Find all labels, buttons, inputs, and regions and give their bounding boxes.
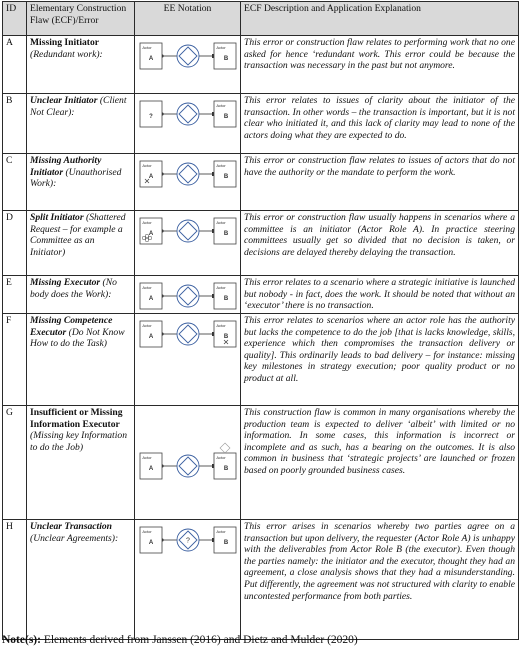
row-id: C bbox=[3, 154, 27, 211]
flaw-name: Insufficient or Missing Information Executor bbox=[30, 407, 123, 430]
notation-cell bbox=[135, 154, 241, 211]
header-id: ID bbox=[3, 2, 27, 36]
flaw-cell bbox=[27, 520, 135, 640]
ee-notation-diagram bbox=[139, 99, 237, 129]
initiator-role-letter: A bbox=[148, 231, 153, 237]
initiator-role-letter: A bbox=[148, 174, 153, 180]
ee-notation-diagram bbox=[139, 281, 237, 311]
flaw-name: Split Initiator bbox=[30, 212, 84, 223]
executor-actor-label: Actor bbox=[215, 163, 226, 168]
ee-notation-diagram bbox=[139, 216, 237, 246]
flaw-name: Unclear Initiator bbox=[30, 95, 98, 106]
note-label: Note(s): bbox=[2, 634, 41, 646]
ee-notation-diagram bbox=[139, 159, 237, 189]
executor-role-letter: B bbox=[223, 56, 228, 62]
initiator-actor-label: Actor bbox=[141, 529, 152, 534]
flaw-description: This error arises in scenarios whereby two parties agree on a transaction but upon delivery, the requester (Actor Role A) is unhappy with the deliverables from Actor Role B (the executor). Even though the parties namely: the initiator and the executor, thought they had an agreement, a close analysis shows that they had a misunderstanding. Put differently, the agreement was not structured with clarity to enable uncontested performance from both parties. bbox=[241, 520, 519, 640]
table-row bbox=[3, 36, 519, 94]
flaw-description: This error or construction flaw relates to issues of actors that do not have the authority or the mandate to perform the work. bbox=[241, 154, 519, 211]
ee-notation-diagram bbox=[139, 451, 237, 481]
table-row bbox=[3, 276, 519, 314]
row-id: H bbox=[3, 520, 27, 640]
executor-role-letter: B bbox=[223, 540, 228, 546]
flaw-subtitle: (Missing key Information to do the Job) bbox=[30, 430, 127, 453]
flaw-name: Missing Executor bbox=[30, 277, 101, 288]
initiator-actor-label: Actor bbox=[141, 220, 152, 225]
flaw-description: This construction flaw is common in many organisations whereby the production team is expected to deliver ‘albeit’ with limited or no information. In some cases, this information is incorrect or incomplete and as such, has a bearing on the outcomes. It is also common in business that ‘strategic projects’ are launched or frozen based on poorly grounded business cases. bbox=[241, 406, 519, 520]
ee-notation-diagram bbox=[139, 319, 237, 349]
notation-cell bbox=[135, 314, 241, 406]
executor-actor-label: Actor bbox=[215, 529, 226, 534]
initiator-role-letter: A bbox=[148, 296, 153, 302]
table-row bbox=[3, 520, 519, 640]
notation-cell bbox=[135, 520, 241, 640]
flaw-name: Missing Authority Initiator bbox=[30, 155, 102, 178]
row-id: F bbox=[3, 314, 27, 406]
executor-actor-label: Actor bbox=[215, 45, 226, 50]
executor-role-letter: B bbox=[223, 231, 228, 237]
flaw-subtitle: (Redundant work): bbox=[30, 48, 103, 60]
table-row bbox=[3, 211, 519, 276]
header-row bbox=[3, 2, 519, 36]
row-id: A bbox=[3, 36, 27, 94]
executor-actor-label: Actor bbox=[215, 323, 226, 328]
flaw-name: Missing Competence Executor bbox=[30, 315, 113, 338]
initiator-role-letter: A bbox=[148, 466, 153, 472]
row-id: B bbox=[3, 94, 27, 154]
notation-cell bbox=[135, 94, 241, 154]
flaw-cell bbox=[27, 94, 135, 154]
table-row bbox=[3, 94, 519, 154]
initiator-actor-label: Actor bbox=[141, 323, 152, 328]
row-id: G bbox=[3, 406, 27, 520]
initiator-actor-label: Actor bbox=[141, 285, 152, 290]
flaw-subtitle: (Unauthorised Work): bbox=[30, 166, 122, 190]
notation-cell bbox=[135, 406, 241, 520]
executor-role-letter: B bbox=[223, 296, 228, 302]
flaw-subtitle: (Unclear Agreements): bbox=[30, 532, 119, 544]
row-id: D bbox=[3, 211, 27, 276]
table-row bbox=[3, 406, 519, 520]
flaw-description: This error relates to a scenario where a strategic initiative is launched but nobody - in fact, does the work. It should be noted that without an ‘executor’ there is no transaction. bbox=[241, 276, 519, 314]
executor-role-letter: B bbox=[223, 174, 228, 180]
executor-actor-label: Actor bbox=[215, 220, 226, 225]
executor-actor-label: Actor bbox=[215, 285, 226, 290]
executor-role-letter: B bbox=[223, 334, 228, 340]
executor-role-letter: B bbox=[223, 114, 228, 120]
ecf-table bbox=[2, 1, 519, 640]
flaw-cell bbox=[27, 314, 135, 406]
flaw-description: This error relates to issues of clarity about the initiator of the transaction. In other words – the transaction is important, but it is not clear who initiated it, and this lack of clarity may lead to none of the actors doing what they are expected to do. bbox=[241, 94, 519, 154]
executor-actor-label: Actor bbox=[215, 103, 226, 108]
initiator-role-letter: A bbox=[148, 540, 153, 546]
initiator-role-letter: ? bbox=[148, 114, 153, 120]
notation-cell bbox=[135, 211, 241, 276]
row-id: E bbox=[3, 276, 27, 314]
information-diamond-icon bbox=[220, 443, 230, 453]
initiator-role-letter: A bbox=[148, 56, 153, 62]
table-note bbox=[2, 634, 358, 646]
flaw-subtitle: (Do Not Know How to do the Task) bbox=[30, 326, 125, 350]
ee-notation-diagram bbox=[139, 41, 237, 71]
flaw-subtitle: (Shattered Request – for example a Committee as an Initiator) bbox=[30, 212, 126, 258]
initiator-actor-label: Actor bbox=[141, 455, 152, 460]
flaw-name: Unclear Transaction bbox=[30, 521, 112, 532]
flaw-subtitle: (No body does the Work): bbox=[30, 277, 117, 300]
header-flaw: Elementary Construction Flaw (ECF)/Error bbox=[27, 2, 135, 36]
table-row bbox=[3, 314, 519, 406]
flaw-description: This error relates to scenarios where an actor role has the authority but lacks the competence to do the job [that is lacks knowledge, skills, experience which then compromises the transaction delivery or quality]. This ordinarily leads to bad delivery – for instance: missing key milestones in strategy execution; poor quality product or no product at all. bbox=[241, 314, 519, 406]
flaw-cell bbox=[27, 154, 135, 211]
initiator-role-letter: A bbox=[148, 334, 153, 340]
ee-notation-diagram bbox=[139, 525, 237, 555]
note-text: Elements derived from Janssen (2016) and Dietz and Mulder (2020) bbox=[40, 634, 358, 646]
flaw-description: This error or construction flaw relates to performing work that no one asked for hence ‘redundant work. This error could be because the transaction was necessary in the past but not anymore. bbox=[241, 36, 519, 94]
header-notation: EE Notation bbox=[135, 2, 241, 36]
executor-role-letter: B bbox=[223, 466, 228, 472]
flaw-cell bbox=[27, 406, 135, 520]
flaw-cell bbox=[27, 211, 135, 276]
initiator-actor-label: Actor bbox=[141, 163, 152, 168]
flaw-name: Missing Initiator bbox=[30, 37, 100, 48]
flaw-cell bbox=[27, 276, 135, 314]
notation-cell bbox=[135, 276, 241, 314]
table-row bbox=[3, 154, 519, 211]
flaw-description: This error or construction flaw usually happens in scenarios where a committee is an initiator (Actor Role A). In practice steering committees usually get so divided that no decision is taken, or decisions are delayed thereby delaying the transaction. bbox=[241, 211, 519, 276]
flaw-cell bbox=[27, 36, 135, 94]
flaw-subtitle: (Client Not Clear): bbox=[30, 95, 127, 118]
transaction-question-mark: ? bbox=[185, 537, 190, 545]
header-description: ECF Description and Application Explanation bbox=[241, 2, 519, 36]
notation-cell bbox=[135, 36, 241, 94]
initiator-actor-label: Actor bbox=[141, 45, 152, 50]
executor-actor-label: Actor bbox=[215, 455, 226, 460]
